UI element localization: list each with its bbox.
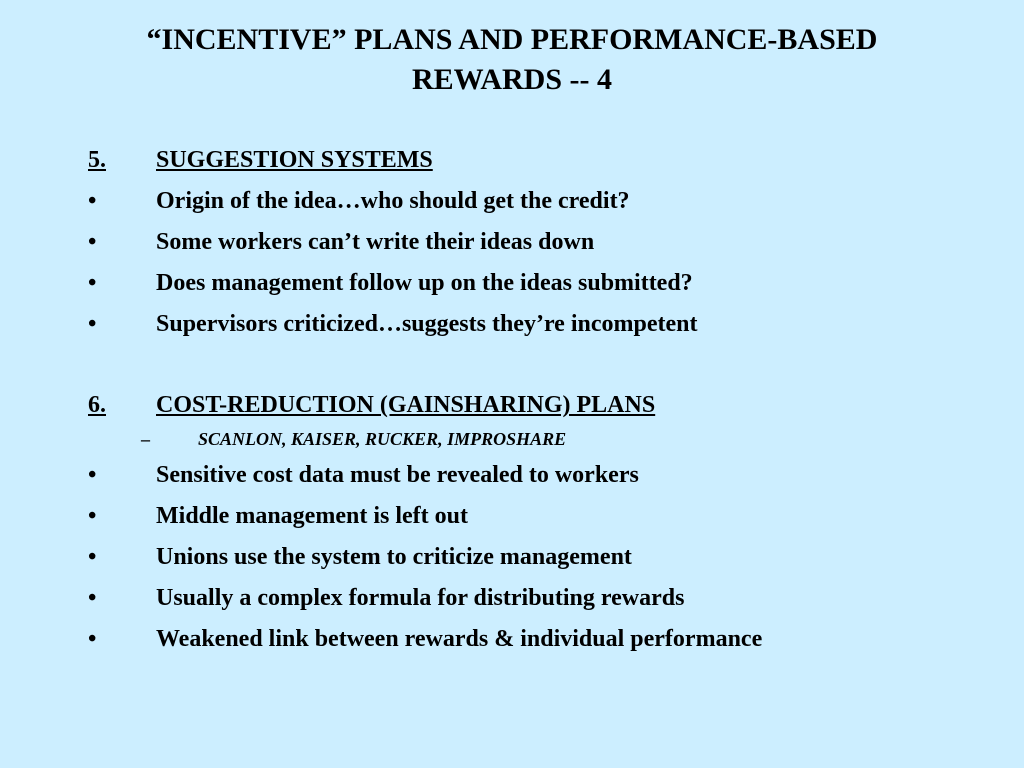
sub-list-item-text: SCANLON, KAISER, RUCKER, IMPROSHARE bbox=[198, 429, 567, 449]
bullet-icon: • bbox=[88, 270, 97, 296]
list-item-text: Usually a complex formula for distributing rewards bbox=[156, 585, 685, 611]
bullet-icon: • bbox=[88, 585, 97, 611]
list-item-text: Some workers can’t write their ideas down bbox=[156, 229, 595, 255]
slide-title bbox=[40, 20, 984, 100]
bullet-icon: • bbox=[88, 229, 97, 255]
section-5-heading-text: SUGGESTION SYSTEMS bbox=[156, 147, 433, 173]
list-item-text: Does management follow up on the ideas submitted? bbox=[156, 270, 693, 296]
slide-title-line-1: “INCENTIVE” PLANS AND PERFORMANCE-BASED bbox=[146, 23, 878, 56]
dash-icon: – bbox=[141, 429, 150, 449]
section-5-number: 5. bbox=[88, 147, 106, 173]
bullet-icon: • bbox=[88, 188, 97, 214]
section-6-heading-text: COST-REDUCTION (GAINSHARING) PLANS bbox=[156, 392, 656, 418]
list-item-text: Supervisors criticized…suggests they’re incompetent bbox=[156, 311, 698, 337]
bullet-icon: • bbox=[88, 626, 97, 652]
bullet-icon: • bbox=[88, 503, 97, 529]
bullet-icon: • bbox=[88, 311, 97, 337]
section-6-number: 6. bbox=[88, 392, 106, 418]
bullet-icon: • bbox=[88, 462, 97, 488]
slide-title-line-2: REWARDS -- 4 bbox=[411, 63, 612, 96]
list-item-text: Middle management is left out bbox=[156, 503, 468, 529]
list-item-text: Sensitive cost data must be revealed to workers bbox=[156, 462, 639, 488]
list-item-text: Weakened link between rewards & individual performance bbox=[156, 626, 763, 652]
bullet-icon: • bbox=[88, 544, 97, 570]
list-item-text: Origin of the idea…who should get the credit? bbox=[156, 188, 630, 214]
list-item-text: Unions use the system to criticize management bbox=[156, 544, 632, 570]
